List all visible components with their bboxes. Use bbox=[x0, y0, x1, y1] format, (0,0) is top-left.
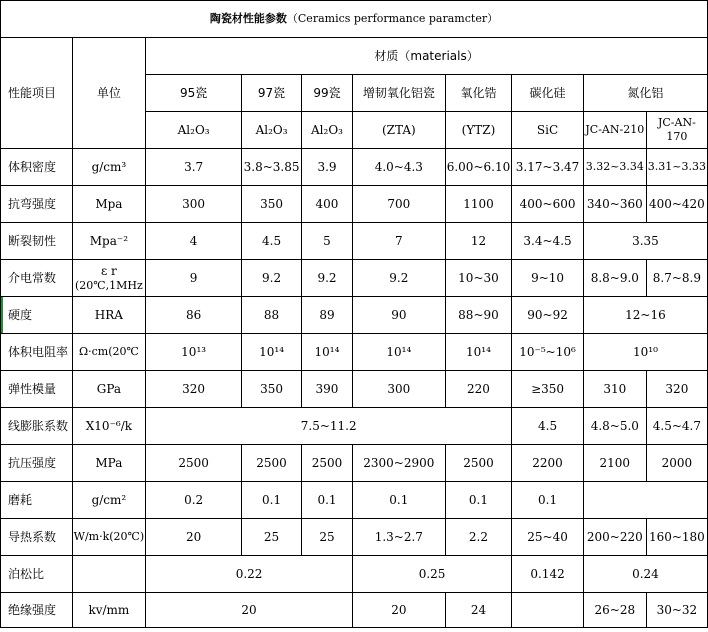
value-cell: 3.32~3.34 bbox=[583, 149, 646, 186]
unit-cell: ε r (20℃,1MHz bbox=[72, 260, 146, 297]
material-grade: JC-AN-170 bbox=[646, 112, 707, 149]
value-cell: 2.2 bbox=[445, 519, 512, 556]
value-cell: 2500 bbox=[146, 445, 242, 482]
material-grade: Al₂O₃ bbox=[302, 112, 353, 149]
value-cell: 2100 bbox=[583, 445, 646, 482]
value-cell: 7 bbox=[352, 223, 445, 260]
value-cell: 25 bbox=[242, 519, 302, 556]
material-grade: SiC bbox=[512, 112, 584, 149]
value-cell: 320 bbox=[646, 371, 707, 408]
value-cell: 20 bbox=[146, 593, 353, 628]
value-cell: 300 bbox=[146, 186, 242, 223]
row-wear bbox=[1, 482, 708, 519]
value-cell: 10~30 bbox=[445, 260, 512, 297]
header-property: 性能项目 bbox=[1, 38, 73, 149]
material-name: 氮化铝 bbox=[583, 75, 707, 112]
row-dielectric bbox=[1, 260, 708, 297]
unit-cell: g/cm³ bbox=[72, 149, 146, 186]
property-label: 介电常数 bbox=[1, 260, 73, 297]
value-cell: 2200 bbox=[512, 445, 584, 482]
value-cell: 320 bbox=[146, 371, 242, 408]
material-name: 99瓷 bbox=[302, 75, 353, 112]
material-name: 95瓷 bbox=[146, 75, 242, 112]
property-label: 线膨胀系数 bbox=[1, 408, 73, 445]
row-hardness bbox=[1, 297, 708, 334]
value-cell: 400~420 bbox=[646, 186, 707, 223]
value-cell: 9.2 bbox=[302, 260, 353, 297]
value-cell: 3.7 bbox=[146, 149, 242, 186]
property-label: 断裂韧性 bbox=[1, 223, 73, 260]
value-cell: 400~600 bbox=[512, 186, 584, 223]
value-cell: 4.5 bbox=[512, 408, 584, 445]
value-cell: 8.8~9.0 bbox=[583, 260, 646, 297]
value-cell: 86 bbox=[146, 297, 242, 334]
unit-cell: Ω·cm(20℃ bbox=[72, 334, 146, 371]
row-insulation bbox=[1, 593, 708, 628]
value-cell: 9 bbox=[146, 260, 242, 297]
material-grade: JC-AN-210 bbox=[583, 112, 646, 149]
value-cell: 20 bbox=[352, 593, 445, 628]
value-cell: 12~16 bbox=[583, 297, 707, 334]
value-cell: 310 bbox=[583, 371, 646, 408]
value-cell: 390 bbox=[302, 371, 353, 408]
value-cell: 6.00~6.10 bbox=[445, 149, 512, 186]
value-cell: 4.8~5.0 bbox=[583, 408, 646, 445]
property-label: 弹性模量 bbox=[1, 371, 73, 408]
row-flexural bbox=[1, 186, 708, 223]
value-cell: 3.17~3.47 bbox=[512, 149, 584, 186]
value-cell: 88 bbox=[242, 297, 302, 334]
value-cell: 4.0~4.3 bbox=[352, 149, 445, 186]
value-cell: 3.31~3.33 bbox=[646, 149, 707, 186]
value-cell: ≥350 bbox=[512, 371, 584, 408]
value-cell: 5 bbox=[302, 223, 353, 260]
value-cell: 4.5 bbox=[242, 223, 302, 260]
property-label: 磨耗 bbox=[1, 482, 73, 519]
unit-cell: Mpa bbox=[72, 186, 146, 223]
value-cell: 160~180 bbox=[646, 519, 707, 556]
value-cell: 350 bbox=[242, 186, 302, 223]
unit-cell bbox=[72, 556, 146, 593]
material-grade: Al₂O₃ bbox=[146, 112, 242, 149]
material-name: 97瓷 bbox=[242, 75, 302, 112]
value-cell: 25~40 bbox=[512, 519, 584, 556]
material-name: 碳化硅 bbox=[512, 75, 584, 112]
row-expansion bbox=[1, 408, 708, 445]
value-cell: 0.1 bbox=[352, 482, 445, 519]
unit-cell: g/cm² bbox=[72, 482, 146, 519]
value-cell: 0.1 bbox=[512, 482, 584, 519]
value-cell: 3.4~4.5 bbox=[512, 223, 584, 260]
value-cell: 30~32 bbox=[646, 593, 707, 628]
header-row-1 bbox=[1, 38, 708, 75]
value-cell: 1100 bbox=[445, 186, 512, 223]
value-cell: 12 bbox=[445, 223, 512, 260]
property-label: 抗压强度 bbox=[1, 445, 73, 482]
material-name: 氧化锆 bbox=[445, 75, 512, 112]
value-cell: 400 bbox=[302, 186, 353, 223]
material-grade: (YTZ) bbox=[445, 112, 512, 149]
value-cell: 9.2 bbox=[352, 260, 445, 297]
value-cell: 0.22 bbox=[146, 556, 353, 593]
value-cell: 300 bbox=[352, 371, 445, 408]
title-row bbox=[1, 1, 708, 38]
unit-cell: W/m·k(20℃) bbox=[72, 519, 146, 556]
header-unit: 单位 bbox=[72, 38, 146, 149]
property-label: 抗弯强度 bbox=[1, 186, 73, 223]
value-cell: 0.24 bbox=[583, 556, 707, 593]
value-cell: 0.1 bbox=[302, 482, 353, 519]
value-cell: 10¹⁴ bbox=[302, 334, 353, 371]
property-label: 体积密度 bbox=[1, 149, 73, 186]
table-title: 陶瓷材性能参数（Ceramics performance paramcter） bbox=[1, 1, 708, 38]
value-cell: 0.142 bbox=[512, 556, 584, 593]
value-cell: 340~360 bbox=[583, 186, 646, 223]
property-label: 体积电阻率 bbox=[1, 334, 73, 371]
value-cell: 90~92 bbox=[512, 297, 584, 334]
property-label: 硬度 bbox=[1, 297, 73, 334]
material-grade: (ZTA) bbox=[352, 112, 445, 149]
value-cell: 0.1 bbox=[242, 482, 302, 519]
row-thermal bbox=[1, 519, 708, 556]
unit-cell: MPa bbox=[72, 445, 146, 482]
unit-cell: GPa bbox=[72, 371, 146, 408]
row-resistivity bbox=[1, 334, 708, 371]
value-cell: 10¹⁴ bbox=[352, 334, 445, 371]
value-cell: 20 bbox=[146, 519, 242, 556]
value-cell: 10¹⁴ bbox=[445, 334, 512, 371]
value-cell: 4 bbox=[146, 223, 242, 260]
value-cell: 10¹³ bbox=[146, 334, 242, 371]
material-name: 增韧氧化铝瓷 bbox=[352, 75, 445, 112]
value-cell: 200~220 bbox=[583, 519, 646, 556]
value-cell: 3.8~3.85 bbox=[242, 149, 302, 186]
value-cell: 220 bbox=[445, 371, 512, 408]
value-cell bbox=[583, 482, 707, 519]
value-cell: 0.1 bbox=[445, 482, 512, 519]
value-cell: 3.35 bbox=[583, 223, 707, 260]
header-materials: 材质（materials） bbox=[146, 38, 708, 75]
unit-cell: X10⁻⁶/k bbox=[72, 408, 146, 445]
value-cell: 700 bbox=[352, 186, 445, 223]
value-cell: 2500 bbox=[242, 445, 302, 482]
value-cell: 2500 bbox=[302, 445, 353, 482]
property-label: 导热系数 bbox=[1, 519, 73, 556]
value-cell: 9~10 bbox=[512, 260, 584, 297]
row-toughness bbox=[1, 223, 708, 260]
unit-cell: kv/mm bbox=[72, 593, 146, 628]
row-density bbox=[1, 149, 708, 186]
value-cell: 0.25 bbox=[352, 556, 511, 593]
value-cell bbox=[512, 593, 584, 628]
value-cell: 8.7~8.9 bbox=[646, 260, 707, 297]
value-cell: 350 bbox=[242, 371, 302, 408]
value-cell: 9.2 bbox=[242, 260, 302, 297]
value-cell: 2500 bbox=[445, 445, 512, 482]
value-cell: 10¹⁰ bbox=[583, 334, 707, 371]
property-label: 绝缘强度 bbox=[1, 593, 73, 628]
value-cell: 10¹⁴ bbox=[242, 334, 302, 371]
value-cell: 1.3~2.7 bbox=[352, 519, 445, 556]
value-cell: 4.5~4.7 bbox=[646, 408, 707, 445]
value-cell: 26~28 bbox=[583, 593, 646, 628]
value-cell: 90 bbox=[352, 297, 445, 334]
row-poisson bbox=[1, 556, 708, 593]
value-cell: 88~90 bbox=[445, 297, 512, 334]
value-cell: 2300~2900 bbox=[352, 445, 445, 482]
value-cell: 3.9 bbox=[302, 149, 353, 186]
value-cell: 89 bbox=[302, 297, 353, 334]
row-modulus bbox=[1, 371, 708, 408]
property-label: 泊松比 bbox=[1, 556, 73, 593]
value-cell: 2000 bbox=[646, 445, 707, 482]
value-cell: 10⁻⁵~10⁶ bbox=[512, 334, 584, 371]
unit-cell: HRA bbox=[72, 297, 146, 334]
unit-cell: Mpa⁻² bbox=[72, 223, 146, 260]
row-compressive bbox=[1, 445, 708, 482]
value-cell: 24 bbox=[445, 593, 512, 628]
value-cell: 25 bbox=[302, 519, 353, 556]
material-grade: Al₂O₃ bbox=[242, 112, 302, 149]
value-cell: 0.2 bbox=[146, 482, 242, 519]
value-cell: 7.5~11.2 bbox=[146, 408, 512, 445]
